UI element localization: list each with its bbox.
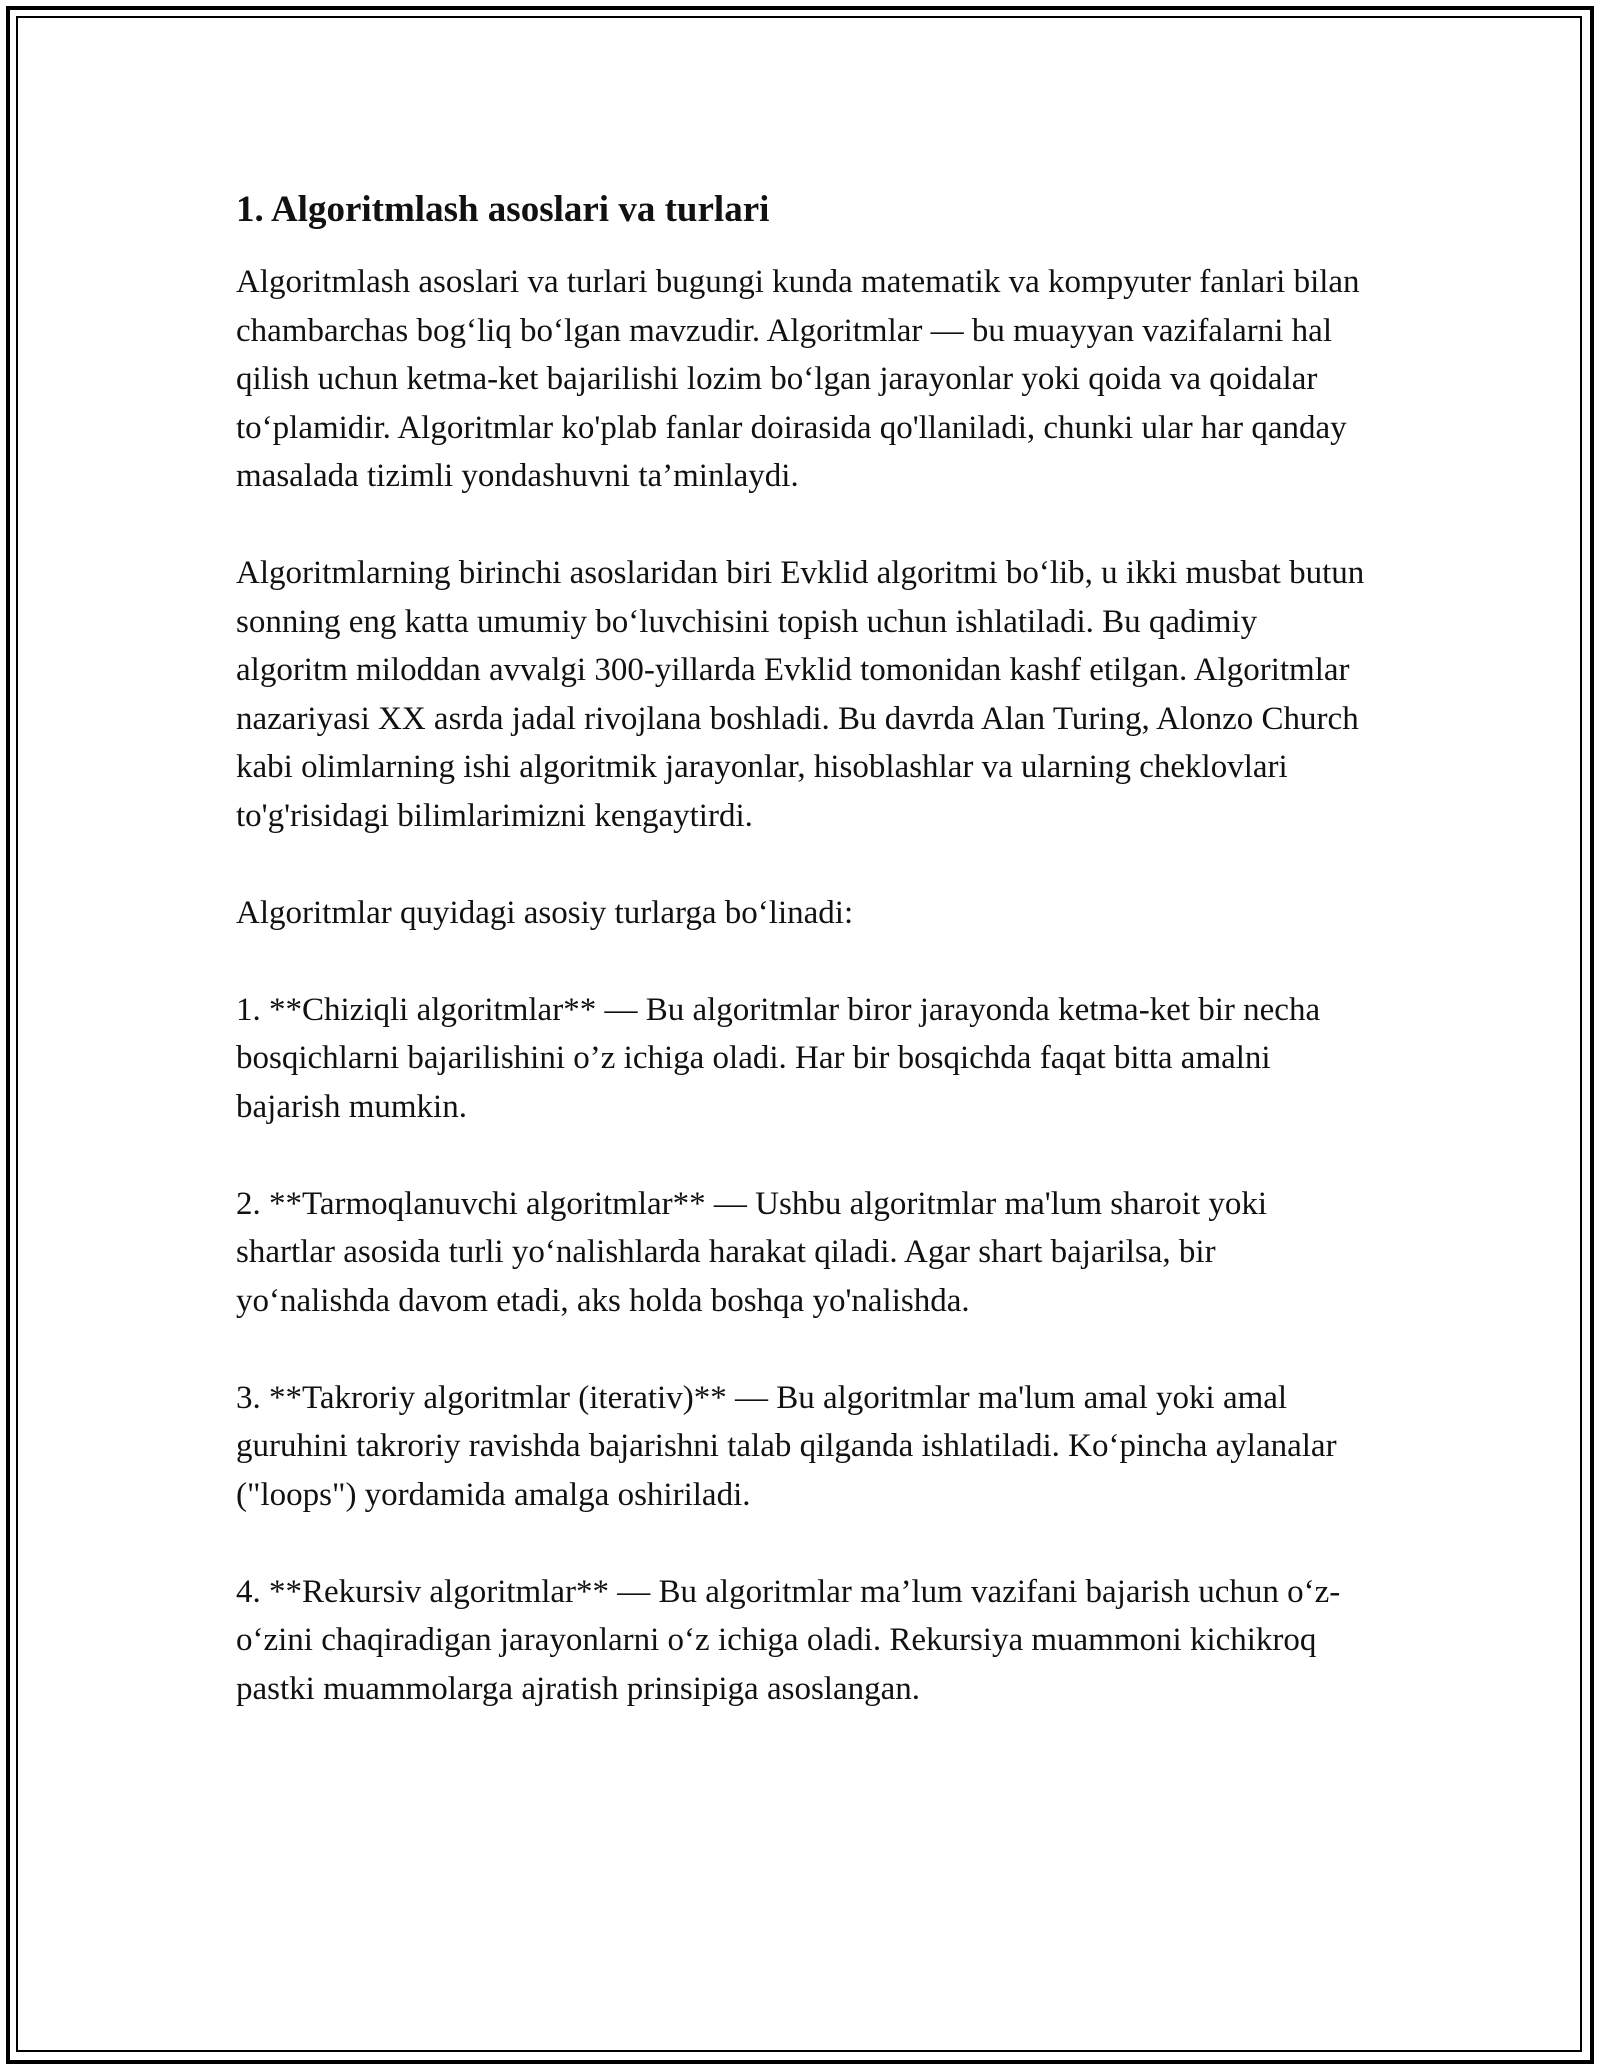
paragraph-types-intro: Algoritmlar quyidagi asosiy turlarga bo‘linadi: [236,894,854,931]
paragraph-history: Algoritmlarning birinchi asoslaridan biri Evklid algoritmi bo‘lib, u ikki musbat butun sonning eng katta umumiy bo‘luvchisini topish uchun ishlatiladi. Bu qadimiy algoritm miloddan avvalgi 300-yillarda Evklid tomonidan kashf etilgan. Algoritmlar nazariyasi XX asrda jadal rivojlana boshladi. Bu davrda Alan Turing, Alonzo Church kabi olimlarning ishi algoritmik jarayonlar, hisoblashlar va ularning cheklovlari to'g'risidagi bilimlarimizni kengaytirdi. [236,555,1365,834]
section-title: 1. Algoritmlash asoslari va turlari [236,189,770,230]
list-item-recursive: 4. **Rekursiv algoritmlar** — Bu algoritmlar ma’lum vazifani bajarish uchun o‘z-o‘zini chaqiradigan jarayonlarni o‘z ichiga oladi. Rekursiya muammoni kichikroq pastki muammolarga ajratish prinsipiga asoslangan. [236,1573,1341,1707]
list-item-linear: 1. **Chiziqli algoritmlar** — Bu algoritmlar biror jarayonda ketma-ket bir necha bosqichlarni bajarilishini o’z ichiga oladi. Har bir bosqichda faqat bitta amalni bajarish mumkin. [236,991,1321,1125]
document-body [236,186,1366,1762]
list-item-branching: 2. **Tarmoqlanuvchi algoritmlar** — Ushbu algoritmlar ma'lum sharoit yoki shartlar asosida turli yo‘nalishlarda harakat qiladi. Agar shart bajarilsa, bir yo‘nalishda davom etadi, aks holda boshqa yo'nalishda. [236,1185,1268,1319]
list-item-iterative: 3. **Takroriy algoritmlar (iterativ)** — Bu algoritmlar ma'lum amal yoki amal guruhini takroriy ravishda bajarishni talab qilganda ishlatiladi. Ko‘pincha aylanalar ("loops") yordamida amalga oshiriladi. [236,1379,1337,1513]
paragraph-intro: Algoritmlash asoslari va turlari bugungi kunda matematik va kompyuter fanlari bilan chambarchas bog‘liq bo‘lgan mavzudir. Algoritmlar — bu muayyan vazifalarni hal qilish uchun ketma-ket bajarilishi lozim bo‘lgan jarayonlar yoki qoida va qoidalar to‘plamidir. Algoritmlar ko'plab fanlar doirasida qo'llaniladi, chunki ular har qanday masalada tizimli yondashuvni ta’minlaydi. [236,264,1360,494]
